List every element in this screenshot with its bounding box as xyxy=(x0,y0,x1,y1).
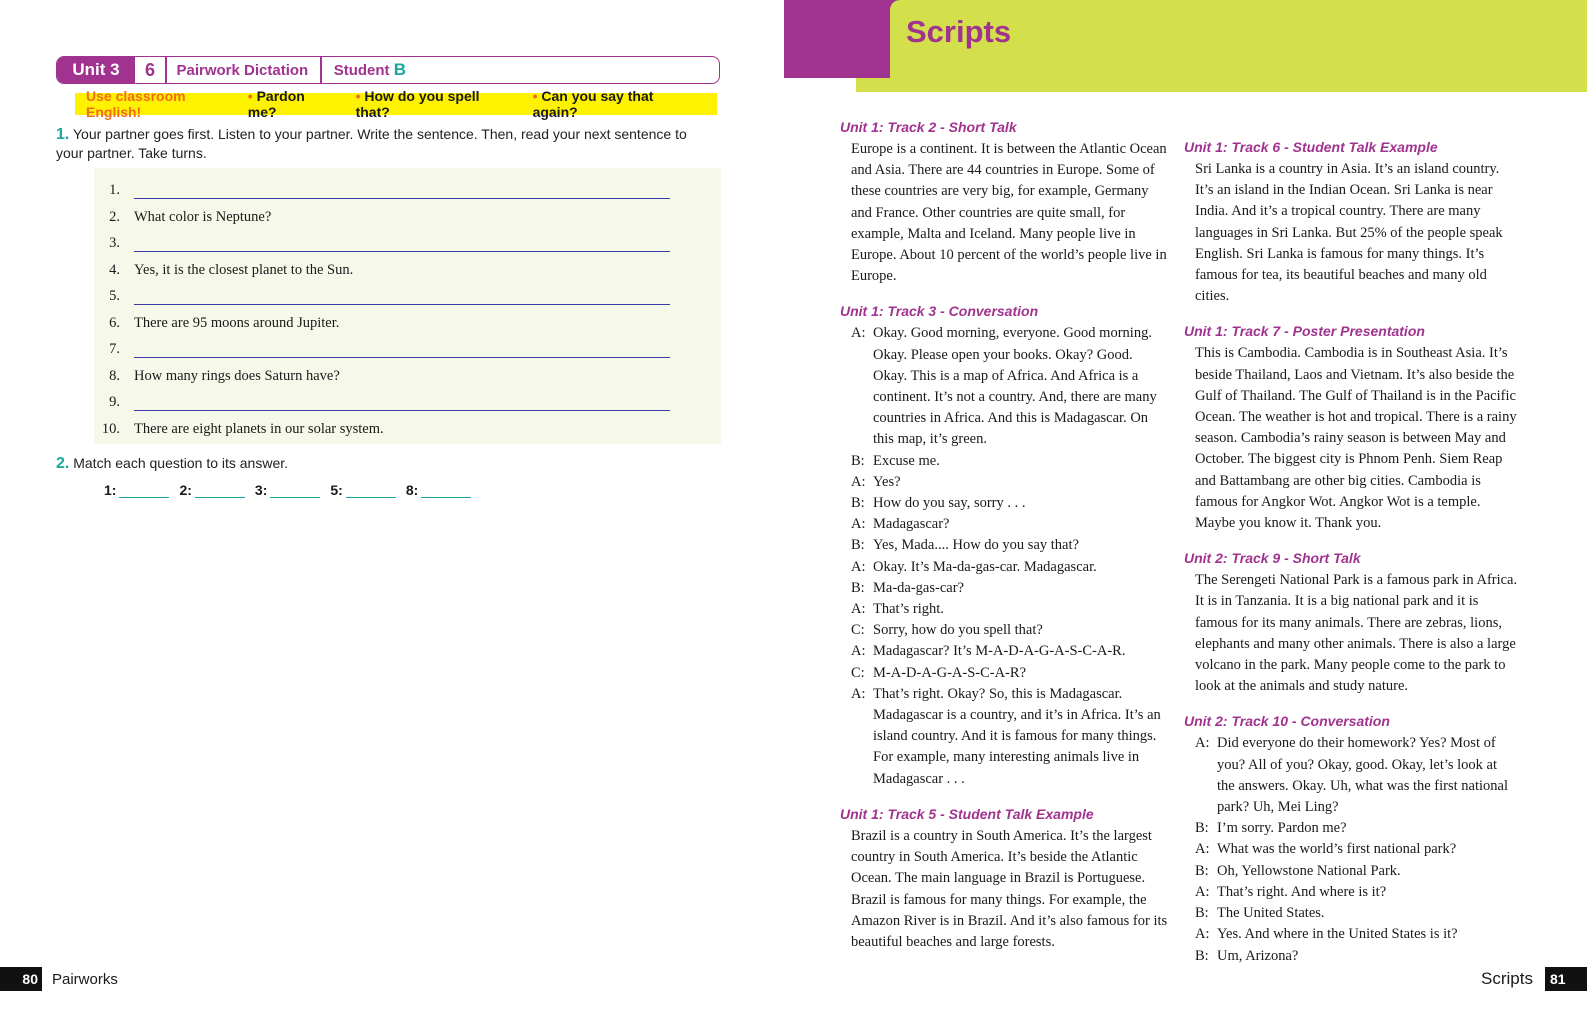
line-number: 2. xyxy=(109,208,120,225)
script-section xyxy=(840,806,1170,953)
section-heading: Unit 1: Track 2 - Short Talk xyxy=(840,119,1017,135)
utterance: Yes, Mada.... How do you say that? xyxy=(873,537,1079,554)
match-item xyxy=(255,482,320,498)
dialogue xyxy=(840,323,1170,789)
dictation-line xyxy=(94,258,721,284)
dictation-sentence: Yes, it is the closest planet to the Sun. xyxy=(134,261,354,278)
english-phrase: • Can you say that again? xyxy=(533,88,695,120)
student-word: Student xyxy=(333,62,390,79)
dialogue-line xyxy=(1195,882,1518,903)
student-label xyxy=(322,60,406,80)
instruction-1-number: 1. xyxy=(56,126,70,143)
section-title: Pairwork Dictation xyxy=(176,61,309,79)
dialogue xyxy=(1184,733,1518,966)
match-blank[interactable] xyxy=(421,484,471,498)
dialogue-line xyxy=(851,514,1170,535)
utterance: That’s right. Okay? So, this is Madagascar. Madagascar is a country, and it’s in Africa. It’s an island country. And it is famous for many things. For example, many interesting animals live in Madagascar . . . xyxy=(873,685,1161,787)
dictation-line xyxy=(94,205,721,231)
dictation-line xyxy=(94,417,721,443)
speaker: A: xyxy=(851,601,866,618)
dictation-line xyxy=(94,311,721,337)
dialogue-line xyxy=(851,557,1170,578)
utterance: Excuse me. xyxy=(873,452,940,469)
match-label: 1: xyxy=(104,482,117,498)
utterance: Okay. Good morning, everyone. Good morning. Okay. Please open your books. Okay? Good. Okay. This is a map of Africa. And Africa is a continent. It’s not a country. And, there are many countries in Africa. And this is Madagascar. On this map, it’s green. xyxy=(873,325,1157,448)
unit-label: Unit 3 xyxy=(57,57,135,83)
match-item xyxy=(179,482,244,498)
instruction-2 xyxy=(56,454,288,473)
dialogue-line xyxy=(1195,733,1518,818)
match-item xyxy=(104,482,169,498)
section-text: The Serengeti National Park is a famous park in Africa. It is in Tanzania. It is a big national park and it is famous for its many animals. There are zebras, lions, elephants and many other animals. There is also a large volcano in the park. Many people come to the park to look at the animals and study nature. xyxy=(1195,572,1518,695)
speaker: A: xyxy=(851,685,866,702)
dialogue-line xyxy=(851,323,1170,450)
dialogue-line xyxy=(851,493,1170,514)
speaker: A: xyxy=(851,473,866,490)
english-phrase: • Pardon me? xyxy=(248,88,334,120)
match-label: 5: xyxy=(330,482,343,498)
speaker: B: xyxy=(1195,947,1209,964)
utterance: Sorry, how do you spell that? xyxy=(873,622,1043,639)
dialogue-line xyxy=(851,663,1170,684)
dialogue-line xyxy=(1195,924,1518,945)
utterance: Um, Arizona? xyxy=(1217,947,1299,964)
speaker: B: xyxy=(1195,905,1209,922)
dictation-line xyxy=(94,284,721,310)
left-page-footer xyxy=(0,967,118,991)
speaker: C: xyxy=(851,622,865,639)
answer-blank[interactable] xyxy=(134,410,670,411)
utterance: How do you say, sorry . . . xyxy=(873,495,1026,512)
answer-blank[interactable] xyxy=(134,304,670,305)
dictation-line xyxy=(94,390,721,416)
line-number: 3. xyxy=(109,235,120,251)
line-number: 4. xyxy=(109,261,120,278)
dialogue-line xyxy=(1195,861,1518,882)
section-text: Europe is a continent. It is between the Atlantic Ocean and Asia. There are 44 countries in Europe. Some of these countries are very big, for example, Germany and France. Other countries are quite small, for example, Malta and Iceland. Many people live in Europe. About 10 percent of the world’s people live in Europe. xyxy=(851,141,1167,285)
script-section xyxy=(1184,323,1518,534)
section-text: Sri Lanka is a country in Asia. It’s an island country. It’s an island in the Indian Ocean. Sri Lanka is near India. And it’s a tropical country. There are many languages in Sri Lanka. But 25% of the people speak English. Sri Lanka is famous for many things. It’s famous for tea, its beautiful beaches and many old cities. xyxy=(1195,161,1503,305)
match-blank[interactable] xyxy=(270,484,320,498)
speaker: A: xyxy=(851,558,866,575)
instruction-1 xyxy=(56,125,716,162)
utterance: What was the world’s first national park? xyxy=(1217,841,1457,858)
speaker: B: xyxy=(1195,862,1209,879)
dictation-sentence: How many rings does Saturn have? xyxy=(134,367,340,384)
dictation-line xyxy=(94,231,721,257)
match-item xyxy=(330,482,395,498)
answer-blank[interactable] xyxy=(134,198,670,199)
dictation-sentence: There are 95 moons around Jupiter. xyxy=(134,314,340,331)
speaker: A: xyxy=(851,643,866,660)
dictation-box xyxy=(94,168,721,444)
speaker: A: xyxy=(1195,883,1210,900)
utterance: Oh, Yellowstone National Park. xyxy=(1217,862,1401,879)
dialogue-line xyxy=(851,641,1170,662)
dialogue-line xyxy=(851,451,1170,472)
dialogue-line xyxy=(1195,946,1518,967)
line-number: 9. xyxy=(109,394,120,410)
speaker: C: xyxy=(851,664,865,681)
right-page-footer xyxy=(1481,967,1587,991)
speaker: A: xyxy=(851,516,866,533)
script-section xyxy=(1184,550,1518,697)
classroom-english-lead: Use classroom English! xyxy=(86,88,186,120)
section-text: Brazil is a country in South America. It’s the largest country in South America. It’s beside the Atlantic Ocean. The main language in Brazil is Portuguese. Brazil is famous for many things. For example, the Amazon River is in Brazil. And it’s also famous for its beautiful beaches and large forests. xyxy=(851,827,1168,950)
section-heading: Unit 1: Track 7 - Poster Presentation xyxy=(1184,323,1425,340)
utterance: Okay. It’s Ma-da-gas-car. Madagascar. xyxy=(873,558,1097,575)
match-blank[interactable] xyxy=(119,484,169,498)
speaker: B: xyxy=(851,495,865,512)
section-heading: Unit 1: Track 5 - Student Talk Example xyxy=(840,805,1094,822)
page-title: Scripts xyxy=(906,14,1012,49)
utterance: Yes. And where in the United States is it? xyxy=(1217,926,1458,943)
student-letter: B xyxy=(393,60,406,79)
section-heading: Unit 2: Track 9 - Short Talk xyxy=(1184,550,1361,567)
match-label: 3: xyxy=(254,482,268,498)
classroom-english-bar xyxy=(75,88,717,120)
section-heading: Unit 1: Track 6 - Student Talk Example xyxy=(1184,139,1438,155)
script-section xyxy=(1184,713,1518,966)
dictation-line xyxy=(94,178,721,204)
dictation-line xyxy=(94,337,721,363)
page-number: 81 xyxy=(1545,967,1587,991)
page-number: 80 xyxy=(0,967,42,991)
line-number: 6. xyxy=(109,314,120,331)
speaker: B: xyxy=(851,452,865,469)
dialogue-line xyxy=(851,472,1170,493)
answer-blank[interactable] xyxy=(134,251,670,252)
utterance: Madagascar? It’s M-A-D-A-G-A-S-C-A-R. xyxy=(873,643,1126,660)
dialogue-line xyxy=(851,684,1170,790)
speaker: B: xyxy=(851,537,865,554)
dialogue-line xyxy=(1195,839,1518,860)
match-label: 2: xyxy=(179,482,192,498)
utterance: M-A-D-A-G-A-S-C-A-R? xyxy=(873,664,1027,681)
script-section xyxy=(1184,139,1518,307)
unit-header-bar xyxy=(56,56,720,84)
utterance: The United States. xyxy=(1217,905,1325,922)
match-item xyxy=(406,482,471,498)
dialogue-line xyxy=(1195,903,1518,924)
speaker: B: xyxy=(851,579,865,596)
section-heading: Unit 2: Track 10 - Conversation xyxy=(1184,713,1390,730)
line-number: 8. xyxy=(109,367,120,384)
section-number: 6 xyxy=(144,59,155,80)
scripts-column-2 xyxy=(1184,139,1518,983)
dictation-sentence: There are eight planets in our solar system. xyxy=(134,420,384,437)
script-section xyxy=(840,303,1170,789)
utterance: I’m sorry. Pardon me? xyxy=(1217,820,1347,837)
answer-blank[interactable] xyxy=(134,357,670,358)
match-blank[interactable] xyxy=(346,484,396,498)
section-heading: Unit 1: Track 3 - Conversation xyxy=(840,303,1039,320)
dictation-line xyxy=(94,364,721,390)
match-label: 8: xyxy=(405,482,419,498)
utterance: Yes? xyxy=(873,473,901,490)
page-label: Pairworks xyxy=(52,970,118,988)
line-number: 5. xyxy=(109,288,120,304)
match-answers-row xyxy=(104,482,481,498)
dictation-sentence: What color is Neptune? xyxy=(134,208,272,225)
dialogue-line xyxy=(851,578,1170,599)
english-phrase: • How do you spell that? xyxy=(356,88,511,120)
utterance: Madagascar? xyxy=(873,516,950,533)
scripts-column-1 xyxy=(840,119,1170,969)
instruction-2-text: Match each question to its answer. xyxy=(73,455,289,471)
dialogue-line xyxy=(851,620,1170,641)
dialogue-line xyxy=(1195,818,1518,839)
speaker: A: xyxy=(1195,841,1210,858)
speaker: A: xyxy=(1195,926,1210,943)
line-number: 10. xyxy=(101,420,120,437)
speaker: B: xyxy=(1195,820,1209,837)
line-number: 1. xyxy=(109,182,120,198)
utterance: That’s right. And where is it? xyxy=(1217,883,1387,900)
script-section xyxy=(840,119,1170,287)
header-accent-block xyxy=(784,0,906,78)
section-text: This is Cambodia. Cambodia is in Southeast Asia. It’s beside Thailand, Laos and Vietnam. It’s also beside the Gulf of Thailand. The Gulf of Thailand is in the Pacific Ocean. The weather is hot and tropical. There is a rainy season. Cambodia’s rainy season is between May and October. The biggest city is Phnom Penh. Siem Reap and Battambang are other big cities. Cambodia is famous for Angkor Wot. Angkor Wot is a temple. Maybe you know it. Thank you. xyxy=(1195,345,1517,532)
page-label: Scripts xyxy=(1481,969,1533,988)
instruction-1-text: Your partner goes first. Listen to your partner. Write the sentence. Then, read your next sentence to your partner. Take turns. xyxy=(56,126,687,161)
utterance: Did everyone do their homework? Yes? Most of you? All of you? Okay, good. Okay, let’s look at the answers. Okay. Uh, what was the first national park? Uh, Mei Ling? xyxy=(1217,735,1508,816)
dialogue-line xyxy=(851,599,1170,620)
line-number: 7. xyxy=(109,341,120,357)
match-blank[interactable] xyxy=(195,484,245,498)
speaker: A: xyxy=(1195,735,1210,752)
utterance: Ma-da-gas-car? xyxy=(873,579,964,596)
dialogue-line xyxy=(851,535,1170,556)
instruction-2-number: 2. xyxy=(56,455,70,472)
utterance: That’s right. xyxy=(873,601,944,618)
speaker: A: xyxy=(851,325,866,342)
